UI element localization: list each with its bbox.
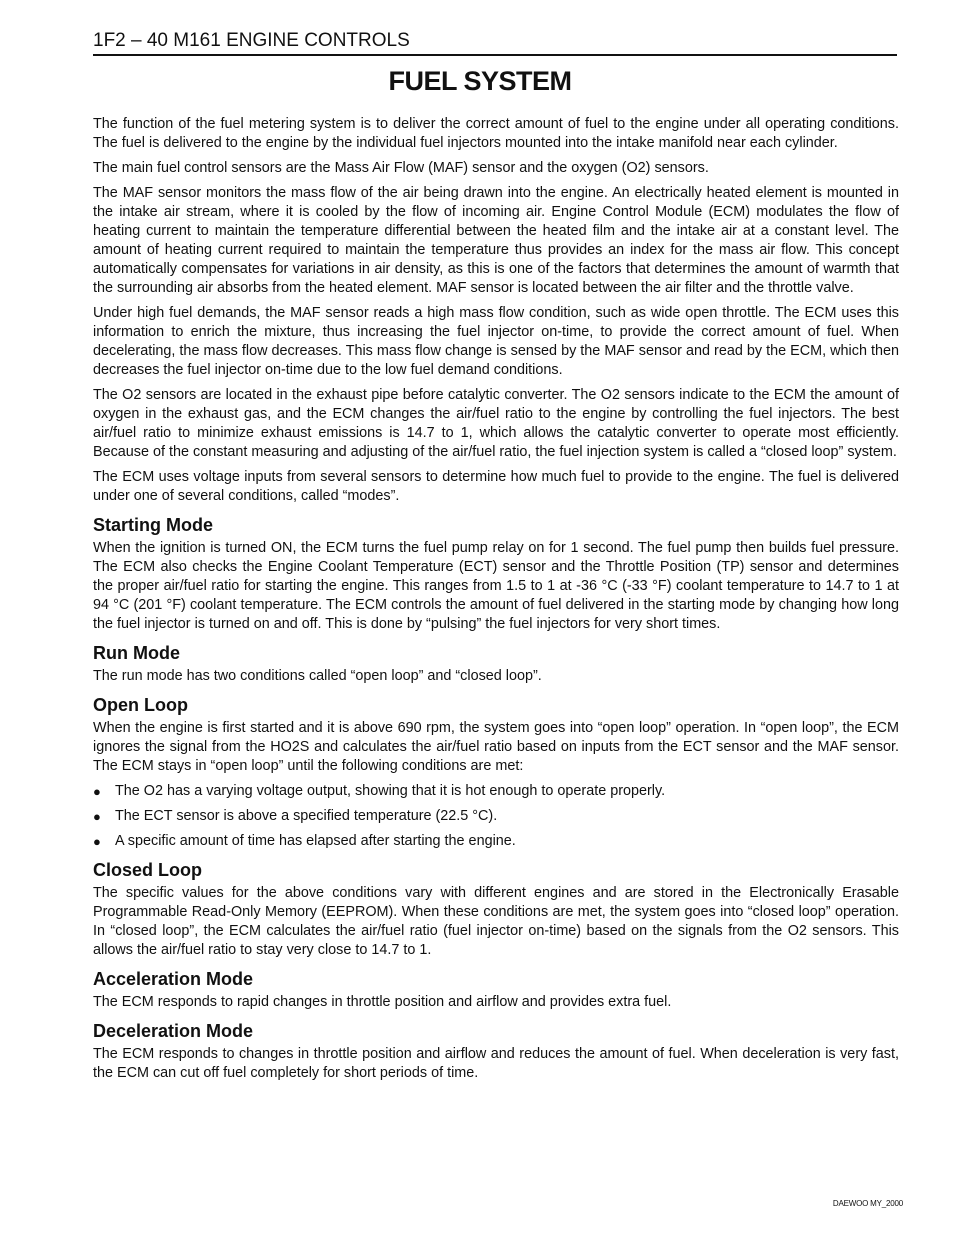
- bullet-icon: ●: [93, 834, 101, 849]
- running-header: 1F2 – 40 M161 ENGINE CONTROLS: [93, 30, 410, 51]
- body-content: [93, 115, 899, 1089]
- deceleration-mode-text: The ECM responds to changes in throttle position and airflow and reduces the amount of fuel. When deceleration is very fast, the ECM can cut off fuel completely for short periods of time.: [93, 1046, 899, 1081]
- open-loop-text: When the engine is first started and it is above 690 rpm, the system goes into “open loop” operation. In “open loop”, the ECM ignores the signal from the HO2S and calculates the air/fuel ratio based on inputs from the ECT sensor and the MAF sensor. The ECM stays in “open loop” until the following conditions are met:: [93, 720, 899, 774]
- footer-code: DAEWOO MY_2000: [832, 1199, 903, 1208]
- header-rule: [93, 54, 897, 56]
- bullet-text: A specific amount of time has elapsed after starting the engine.: [115, 833, 516, 849]
- closed-loop-text: The specific values for the above conditions vary with different engines and are stored in the Electronically Erasable Programmable Read‑Only Memory (EEPROM). When these conditions are met, the system goes into “closed loop” operation. In “closed loop”, the ECM calculates the air/fuel ratio (fuel injector on‑time) based on the signals from the O2 sensors. This allows the air/fuel ratio to stay very close to 14.7 to 1.: [93, 885, 899, 958]
- deceleration-mode-heading: Deceleration Mode: [93, 1021, 254, 1041]
- acceleration-mode-heading: Acceleration Mode: [93, 969, 254, 989]
- acceleration-mode-text: The ECM responds to rapid changes in throttle position and airflow and provides extra fuel.: [93, 994, 672, 1010]
- page-title: FUEL SYSTEM: [388, 66, 572, 96]
- intro-paragraph: Under high fuel demands, the MAF sensor reads a high mass flow condition, such as wide open throttle. The ECM uses this information to enrich the mixture, thus increasing the fuel injector on‑time, to provide the correct amount of fuel. When decelerating, the mass flow decreases. This mass flow change is sensed by the MAF sensor and read by the ECM, which then decreases the fuel injector on‑time due to the low fuel demand conditions.: [93, 305, 899, 378]
- open-loop-heading: Open Loop: [93, 695, 188, 715]
- bullet-icon: ●: [93, 784, 101, 799]
- closed-loop-heading: Closed Loop: [93, 860, 202, 880]
- bullet-item: [93, 782, 899, 801]
- bullet-item: [93, 832, 899, 851]
- bullet-text: The ECT sensor is above a specified temperature (22.5 °C).: [115, 808, 498, 824]
- intro-paragraph: The O2 sensors are located in the exhaust pipe before catalytic converter. The O2 sensors indicate to the ECM the amount of oxygen in the exhaust gas, and the ECM changes the air/fuel ratio to the engine by controlling the fuel injectors. The best air/fuel ratio to minimize exhaust emissions is 14.7 to 1, which allows the catalytic converter to operate most efficiently. Because of the constant measuring and adjusting of the air/fuel ratio, the fuel injection system is called a “closed loop” system.: [93, 387, 899, 460]
- starting-mode-text: When the ignition is turned ON, the ECM turns the fuel pump relay on for 1 second. The fuel pump then builds fuel pressure. The ECM also checks the Engine Coolant Temperature (ECT) sensor and the Throttle Position (TP) sensor and determines the proper air/fuel ratio for starting the engine. This ranges from 1.5 to 1 at ‑36 °C (‑33 °F) coolant temperature to 14.7 to 1 at 94 °C (201 °F) coolant temperature. The ECM controls the amount of fuel delivered in the starting mode by changing how long the fuel injector is turned on and off. This is done by “pulsing” the fuel injectors for very short times.: [93, 540, 899, 632]
- intro-paragraph: The MAF sensor monitors the mass flow of the air being drawn into the engine. An electrically heated element is mounted in the intake air stream, where it is cooled by the flow of incoming air. Engine Control Module (ECM) modulates the flow of heating current to maintain the temperature differential between the heated film and the intake air at a constant level. The amount of heating current required to maintain the temperature thus provides an index for the mass air flow. This concept automatically compensates for variations in air density, as this is one of the factors that determines the amount of warmth that the surrounding air absorbs from the heated element. MAF sensor is located between the air filter and the throttle valve.: [93, 185, 899, 296]
- run-mode-heading: Run Mode: [93, 643, 180, 663]
- intro-paragraph: The ECM uses voltage inputs from several sensors to determine how much fuel to provide to the engine. The fuel is delivered under one of several conditions, called “modes”.: [93, 469, 899, 504]
- bullet-text: The O2 has a varying voltage output, showing that it is hot enough to operate properly.: [115, 783, 666, 799]
- intro-paragraph: The function of the fuel metering system is to deliver the correct amount of fuel to the engine under all operating conditions. The fuel is delivered to the engine by the individual fuel injectors mounted into the intake manifold near each cylinder.: [93, 116, 899, 151]
- starting-mode-heading: Starting Mode: [93, 515, 213, 535]
- bullet-icon: ●: [93, 809, 101, 824]
- run-mode-text: The run mode has two conditions called “open loop” and “closed loop”.: [93, 668, 542, 684]
- intro-paragraph: The main fuel control sensors are the Mass Air Flow (MAF) sensor and the oxygen (O2) sensors.: [93, 160, 709, 176]
- bullet-item: [93, 807, 899, 826]
